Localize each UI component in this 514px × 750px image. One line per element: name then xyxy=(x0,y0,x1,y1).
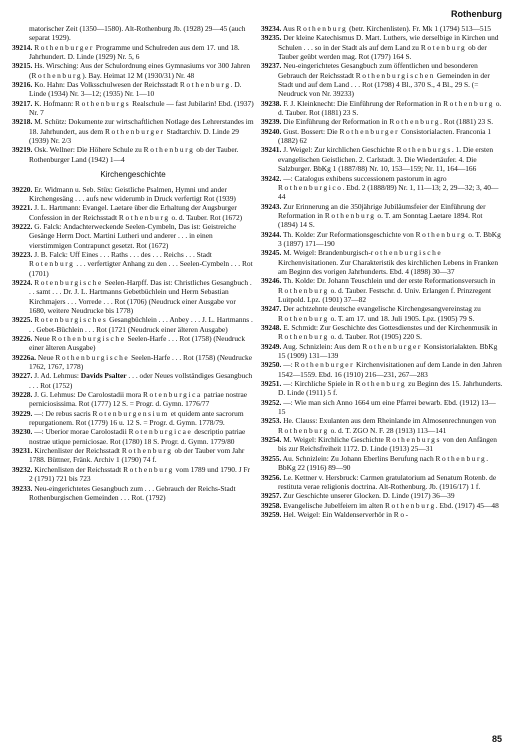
entry-number: 39231. xyxy=(12,446,33,456)
entry-number: 39225. xyxy=(12,315,33,325)
entry-spaced-place-name: Rothenburger xyxy=(104,126,165,136)
entry-text: Neue xyxy=(37,352,56,362)
bibliography-entry xyxy=(261,491,503,500)
entry-number: 39245. xyxy=(261,248,282,258)
entry-continuation: matorischer Zeit (1350—1580). Alt-Rothenburg Jb. (1928) 29—45 (auch separat 1929). xyxy=(29,24,246,43)
entry-number: 39257. xyxy=(261,491,282,501)
entry-text: M. Weigel: Kirchliche Geschichte xyxy=(283,435,386,445)
entry-number: 39244. xyxy=(261,229,282,239)
entry-text: Hs. Wirsching: Aus der Schulordnung eines Gymnasiums vor 300 Jahren ( xyxy=(29,61,251,80)
entry-text: Consistorialacten. Franconia 1 (1882) 62 xyxy=(278,126,492,146)
right-entries xyxy=(261,24,503,519)
entry-spaced-place-name: Rothenburgico xyxy=(278,182,343,192)
entry-spaced-place-name: Rothenburgischen xyxy=(355,70,436,80)
entry-spaced-place-name: Rothenburg xyxy=(443,98,494,108)
entry-spaced-place-name: Rotenburgensium xyxy=(92,408,169,418)
bibliography-entry xyxy=(12,203,254,222)
left-entries-top xyxy=(12,24,254,164)
bibliography-entry xyxy=(12,371,254,390)
entry-text: o. T. BbKg 3 (1897) 171—190 xyxy=(278,229,501,248)
entry-spaced-place-name: Rotenburg xyxy=(29,259,75,269)
entry-text: Der kleine Katechismus D. Mart. Luthers, wie derselbige in Kirchen und Schulen . . . so in der Stadt als auf dem Land zu xyxy=(278,33,499,52)
bibliography-entry xyxy=(12,427,254,446)
entry-text: Programme und Schulreden aus dem 17. und 18. Jahrhundert. D. Linde (1929) Nr. 5, 6 xyxy=(29,42,240,62)
entry-text: E. Schmidt: Zur Geschichte des Gottesdienstes und der Kirchenmusik in xyxy=(283,323,498,332)
entry-spaced-place-name: Rothenburg xyxy=(31,70,83,80)
entry-spaced-place-name: Rothenburg xyxy=(121,446,173,456)
entry-text: (betr. Kirchenlisten). Fr. Mk 1 (1794) 513—515 xyxy=(347,24,491,33)
entry-spaced-place-name: Rothenburg xyxy=(296,24,348,33)
entry-number: 39227. xyxy=(12,371,33,381)
bibliography-entry xyxy=(261,117,503,126)
entry-spaced-place-name: Rothenburgs xyxy=(396,145,452,155)
entry-number: 39216. xyxy=(12,80,33,90)
entry-text: . Ebd. (1917) 45—48 xyxy=(435,500,499,510)
bibliography-entry xyxy=(261,398,503,417)
bibliography-entry xyxy=(12,117,254,145)
entry-number: 39217. xyxy=(12,98,33,108)
bibliography-entry xyxy=(261,454,503,473)
entry-text: o. T. am Sonntag Laetare 1894. Rot (1894) 14 S. xyxy=(278,210,483,230)
bibliography-entry xyxy=(261,248,503,276)
entry-spaced-place-name: Rothenburgs xyxy=(75,98,131,108)
entry-text: —: Uberior morae Carolostadii xyxy=(34,427,129,437)
entry-number: 39246. xyxy=(261,276,282,286)
entry-number: 39215. xyxy=(12,61,33,71)
entry-spaced-place-name: Rothenburg xyxy=(415,229,467,239)
entry-text: Neu-eingerichtetes Gesangbuch zum . . . Gebrauch der Reichs-Stadt Rothenburgischen Gemeinden . . . Rot. (1792) xyxy=(29,483,236,502)
entry-spaced-place-name: Rothenburg xyxy=(355,379,407,389)
entry-number: 39259. xyxy=(261,509,282,519)
left-entries-bottom xyxy=(12,185,254,503)
entry-text: . . . oder Neues vollständiges Gesangbuch . . . Rot (1752) xyxy=(29,371,253,390)
right-column xyxy=(261,24,503,519)
entry-text: M. Schütz: Dokumente zur wirtschaftlichen Notlage des Lehrerstandes im 18. Jahrhundert, aus dem xyxy=(29,117,254,136)
entry-spaced-place-name: Rothenburger xyxy=(34,42,94,52)
entry-number: 39240. xyxy=(261,126,282,136)
entry-spaced-place-name: Rotenburgica xyxy=(142,390,202,400)
entry-number: 39242. xyxy=(261,173,282,183)
entry-text: J. B. Falck: Uff Eines . . . Raths . . . des . . . Reichs . . . Stadt xyxy=(34,249,212,259)
entry-text: Gemeinden in der Stadt und auf dem Land . . . Rot (1798) 4 Bl., 370 S., 4 Bl., 29 S. (= Neudruck von Nr. 39233) xyxy=(278,70,490,99)
entry-text: von den Anfängen bis zur Reichsfreiheit 1172. D. Linde (1913) 25—31 xyxy=(278,435,497,454)
bibliography-entry xyxy=(12,185,254,204)
entry-text: Stadtarchiv. D. Linde 29 (1939) Nr. 2/3 xyxy=(29,126,239,146)
bibliography-entry xyxy=(261,379,503,398)
entry-number: 39250. xyxy=(261,360,282,370)
entry-number: 39252. xyxy=(261,397,282,407)
entry-text: . Rot (1881) 23 S. xyxy=(440,117,494,127)
entry-spaced-place-name: Rothenburg xyxy=(118,212,170,222)
entry-text: M. Weigel: Brandenburgisch- xyxy=(283,248,371,258)
entry-spaced-place-name: Rothenburger xyxy=(339,126,400,136)
entry-spaced-place-name: Rothenburg xyxy=(389,117,441,127)
bibliography-entry xyxy=(261,127,503,146)
section-heading: Kirchengeschichte xyxy=(100,170,166,180)
bibliography-entry xyxy=(261,473,503,492)
entry-text: Er. Widmann u. Seb. Stüx: Geistliche Psalmen, Hymni und ander Kirchengesäng . . . aufs new widerumb in Druck verfertigt Rot (1939) xyxy=(29,184,236,203)
bibliography-entry xyxy=(12,390,254,409)
entry-number: 39220. xyxy=(12,184,33,194)
entry-text: descriptio patriae nostrae utique perniciosae. Rot (1780) 18 S. Progr. d. Gymn. 1779/80 xyxy=(29,427,246,446)
entry-spaced-place-name: Rothenburg xyxy=(278,285,329,295)
bibliography-entry xyxy=(261,323,503,342)
entry-number: 39233. xyxy=(12,483,33,493)
entry-spaced-place-name: Rotenburgicae xyxy=(128,427,193,437)
bibliography-entry xyxy=(12,80,254,99)
entry-text: —: Kirchliche Spiele in xyxy=(283,379,356,389)
entry-spaced-place-name: Rothenburg xyxy=(179,80,231,90)
entry-emphasis: Davids Psalter xyxy=(80,371,127,381)
entry-number: 39234. xyxy=(261,24,282,33)
entry-number: 39226. xyxy=(12,334,33,343)
bibliography-entry xyxy=(261,342,503,361)
bibliography-entry xyxy=(261,435,503,454)
entry-text: Die Einführung der Reformation in xyxy=(283,117,390,127)
entry-text: Gust. Bossert: Die xyxy=(283,126,340,136)
bibliography-entry xyxy=(261,24,503,33)
entry-text: —: Catalogus exhibens successionem pastorum in agro xyxy=(283,173,447,183)
bibliography-entry xyxy=(12,24,254,43)
entry-spaced-place-name: Rotenburg xyxy=(420,42,467,52)
entry-spaced-place-name: Rothenburg xyxy=(123,464,174,474)
entry-text: Aug. Schnizlein: Aus dem xyxy=(282,341,363,351)
entry-text: —: Wie man sich Anno 1664 um eine Pfarrei bewarb. Ebd. (1912) 13—15 xyxy=(278,397,496,417)
entry-number: 39255. xyxy=(261,453,282,463)
entry-number: 39247. xyxy=(261,304,282,314)
entry-number: 39229. xyxy=(12,408,33,418)
entry-spaced-place-name: Rothenburgische xyxy=(51,334,126,343)
entry-text: Osk. Wellner: Die Höhere Schule zu xyxy=(34,145,144,155)
bibliography-entry xyxy=(261,276,503,304)
bibliography-entry xyxy=(261,501,503,510)
bibliography-entry xyxy=(261,360,503,379)
bibliography-entry xyxy=(261,174,503,202)
entry-text: . Ebd. 2 (1888/89) Nr. 1, 11—13; 2, 29—32; 3, 40—44 xyxy=(278,182,499,202)
entry-spaced-place-name: Rothenburg xyxy=(278,313,329,323)
entry-number: 39253. xyxy=(261,416,282,426)
entry-number: 39248. xyxy=(261,323,282,332)
entry-spaced-place-name: rothenburgische xyxy=(370,248,443,258)
entry-number: 39223. xyxy=(12,249,33,259)
entry-spaced-place-name: Rothenburgs xyxy=(385,435,441,445)
entry-text: o. d. Tauber. Festschr. d. Univ. Erlangen f. Prinzregent Luitpold. Lpz. (1901) 37—82 xyxy=(278,285,492,304)
bibliography-entry xyxy=(261,304,503,323)
bibliography-entry xyxy=(12,334,254,353)
entry-text: K. Hofmann: xyxy=(34,98,76,108)
entry-text: Kirchenvisitationen auf dem Lande in den Jahren 1542—1559. Ebd. 16 (1910) 216—231, 267—283 xyxy=(278,360,502,379)
entry-text: Gesangbüchlein . . . Anbey . . . J. L. Hartmanns . . . Gebet-Büchlein . . . Rot (1721 (Neudruck einer älteren Ausgabe) xyxy=(29,315,253,334)
left-column xyxy=(12,24,254,502)
entry-text: o. T. am 17. und 18. Juli 1905. Lpz. (1905) 79 S. xyxy=(328,313,475,323)
entry-text: ). Bay. Heimat 12 M (1930/31) Nr. 48 xyxy=(82,70,195,80)
entry-text: Kirchenlister der Reichsstadt xyxy=(34,446,122,456)
entry-spaced-place-name: Rothenburg xyxy=(278,332,329,342)
bibliography-entry xyxy=(261,510,503,519)
entry-text: zu Beginn des 15. Jahrhunderts. D. Linde (1911) 5 f. xyxy=(278,379,503,398)
entry-spaced-place-name: Rothenburger xyxy=(294,360,355,370)
entry-text: Realschule — fast Jubilarin! Ebd. (1937) Nr. 7 xyxy=(29,98,254,118)
entry-number: 39258. xyxy=(261,500,282,510)
entry-text: ob der Tauber geübt werden mag. Rot (1797) 164 S. xyxy=(278,42,487,62)
entry-text: Neue xyxy=(34,334,52,343)
entry-number: 39221. xyxy=(12,203,33,213)
page-number: 85 xyxy=(491,734,502,744)
entry-text: Aus xyxy=(282,24,297,33)
entry-text: Seelen-Harfe . . . Rot (1758) (Neudrucke 1762, 1767, 1778) xyxy=(29,352,253,372)
entry-spaced-place-name: Rothenburg xyxy=(143,145,195,155)
bibliography-entry xyxy=(12,222,254,250)
entry-number: 39214. xyxy=(12,42,33,52)
entry-text: . . . verfertigter Anhang zu den . . . Seelen-Cymbeln . . . Rot (1701) xyxy=(29,259,253,278)
bibliography-entry xyxy=(12,484,254,503)
entry-text: ob der Tauber vom Jahr 1788. Büttner, Fränk. Archiv 1 (1790) 74 f. xyxy=(29,446,245,465)
entry-text: Konsistorialakten. BbKg 15 (1909) 131—139 xyxy=(278,341,498,361)
entry-spaced-place-name: Rothenburg xyxy=(278,425,329,435)
entry-text: o. d. Tauber. Rot (1905) 220 S. xyxy=(328,332,422,342)
entry-text: Hel. Weigel: Ein Waldenserverhör in xyxy=(283,509,394,519)
entry-text: Kirchenlisten der Reichsstadt xyxy=(34,464,124,474)
entry-text: —: xyxy=(283,360,295,370)
entry-number: 39224. xyxy=(12,277,33,287)
bibliography-entry xyxy=(12,99,254,118)
entry-spaced-place-name: Rothenburgische xyxy=(55,352,130,362)
bibliography-entry xyxy=(261,416,503,435)
entry-text: Seelen-Harpff. Das ist: Christliches Gesangbuch . . . samt . . . Dr. J. L. Hartmanns Gebetbüchlein und Herrn Sebastian Kirchmajers . . . Vorrede . . . Rot (1706) (Neudruck einer Ausgabe vor 1680, weitere Neudrucke bis 1778) xyxy=(29,277,252,315)
entry-text: Seelen-Harfe . . . Rot (1758) (Neudruck einer älteren Ausgabe) xyxy=(29,334,246,353)
entry-number: 39219. xyxy=(12,145,33,155)
entry-text: . BbKg 22 (1916) 89—90 xyxy=(278,453,489,473)
entry-text: ob der Tauber. Rothenburger Land (1942) 1—4 xyxy=(29,145,239,164)
entry-text: o. d. T. ZGO N. F. 28 (1913) 113—141 xyxy=(328,425,447,435)
bibliography-entry xyxy=(261,145,503,173)
entry-number: 39249. xyxy=(261,341,282,351)
entry-number: 39235. xyxy=(261,33,282,43)
entry-text: Le. Kettner v. Hersbruck: Carmen gratulatorium ad Senatum Rotenb. de restituta verae religionis doctrina. Alt-Rothenburg. Jb. (1916/17) 1 f. xyxy=(278,472,497,491)
entry-text: o. d. Tauber. Rot (1881) 23 S. xyxy=(278,98,502,118)
entry-text: Neu-eingerichtetes Gesangbuch zum öffentlichen und besonderen Gebrauch der Reichsstadt xyxy=(278,61,478,80)
entry-text: Th. Kolde: Dr. Johann Teuschlein und der erste Reformationsversuch in xyxy=(283,276,496,286)
entry-text: vom 1789 und 1790. J Fr 2 (1791) 721 bis 723 xyxy=(29,464,250,484)
entry-spaced-place-name: Ro- xyxy=(393,509,410,519)
bibliography-entry xyxy=(12,250,254,278)
entry-spaced-place-name: Rothenburger xyxy=(362,341,422,351)
entry-number: 39254. xyxy=(261,435,282,445)
bibliography-entry xyxy=(261,202,503,230)
entry-number: 39251. xyxy=(261,379,282,389)
bibliography-entry xyxy=(12,61,254,80)
entry-text: J. G. Lehmus: De Carolostadii mora xyxy=(34,390,143,400)
bibliography-entry xyxy=(12,409,254,428)
entry-number: 39230. xyxy=(12,427,33,437)
entry-text: He. Clauss: Exulanten aus dem Rheinlande im Almosenrechnungen von xyxy=(283,416,497,426)
entry-text: . D. Linde (1934) Nr. 3—12; (1935) Nr. 1—10 xyxy=(29,80,242,99)
entry-number: 39256. xyxy=(261,472,282,482)
bibliography-entry xyxy=(261,61,503,98)
entry-number: 39226a. xyxy=(12,352,37,362)
entry-text: F. J. Kleinknecht: Die Einführung der Reformation in xyxy=(283,98,444,108)
entry-text: . 1. Die ersten evangelischen Geistlichen. 2. Carlstadt. 3. Die Wiedertäufer. 4. Die Salzburger. BbKg 1 (1887/88) Nr. 10, 153—159; Nr. 11, 164—166 xyxy=(278,145,494,174)
bibliography-entry xyxy=(12,446,254,465)
entry-spaced-place-name: Rothenburg xyxy=(435,453,487,463)
entry-spaced-place-name: Rothenburg xyxy=(384,500,436,510)
bibliography-entry xyxy=(261,99,503,118)
entry-text: patriae nostrae perniciosissima. Rot (1777) 12 S. = Progr. d. Gymn. 1776/77 xyxy=(29,390,248,409)
entry-text: G. Falck: Andachterweckende Seelen-Cymbeln, Das ist: Geistreiche Gesänge Herrn Doct. Martini Lutheri und anderer . . . in einen vierstimmigen Contrapunct gesetzt. Rot (1672) xyxy=(29,221,237,250)
entry-number: 39232. xyxy=(12,464,33,474)
entry-text: J. Ad. Lehmus: xyxy=(34,371,81,381)
entry-text: Kirchenvisitationen. Zur Charakteristik des kirchlichen Lebens in Franken am Beginn des vorigen Jahrhunderts. Ebd. 4 (1898) 30—37 xyxy=(278,257,499,276)
bibliography-entry xyxy=(261,230,503,249)
entry-number: 39228. xyxy=(12,390,33,400)
bibliography-entry xyxy=(12,278,254,315)
entry-number: 39238. xyxy=(261,98,282,108)
bibliography-entry xyxy=(12,43,254,62)
entry-number: 39239. xyxy=(261,117,282,127)
entry-text: J. L. Hartmann: Evangel. Laetare über die Erhaltung der Augsburger Confession in der Reichsstadt xyxy=(29,203,237,222)
entry-text: o. d. Tauber. Rot (1672) xyxy=(169,212,243,222)
entry-text: Au. Schnizlein: Zu Johann Eberlins Berufung nach xyxy=(282,453,436,463)
entry-text: Zur Erinnerung an die 350jährige Jubiläumsfeier der Einführung der Reformation in xyxy=(278,201,486,220)
entry-spaced-place-name: Rothenburg xyxy=(324,210,376,220)
entry-text: Zur Geschichte unserer Glocken. D. Linde (1917) 36—39 xyxy=(283,491,455,501)
bibliography-entry xyxy=(12,353,254,372)
entry-text: Evangelische Jubelfeiern im alten xyxy=(283,500,385,510)
entry-number: 39241. xyxy=(261,145,282,155)
entry-text: Der achtzehnte deutsche evangelische Kirchengesangvereinstag zu xyxy=(283,304,481,314)
bibliography-entry xyxy=(12,465,254,484)
bibliography-entry xyxy=(12,145,254,164)
entry-text: —: De rebus sacris xyxy=(34,408,93,418)
entry-number: 39243. xyxy=(261,201,282,211)
entry-number: 39237. xyxy=(261,61,282,71)
bibliography-entry xyxy=(12,315,254,334)
entry-text: et quidem ante sacrorum repurgationem. Rot (1779) 16 u. 12 S. = Progr. d. Gymn. 1778/79. xyxy=(29,408,244,428)
entry-spaced-place-name: Rotenburgische xyxy=(34,277,103,287)
entry-number: 39222. xyxy=(12,221,33,231)
entry-text: J. Weigel: Zur kirchlichen Geschichte xyxy=(283,145,397,155)
entry-text: Ko. Hahn: Das Volksschulwesen der Reichsstadt xyxy=(34,80,180,90)
entry-spaced-place-name: Rotenburgisches xyxy=(34,315,108,325)
bibliography-entry xyxy=(261,33,503,61)
entry-text: Th. Kolde: Zur Reformationsgeschichte von xyxy=(283,229,416,239)
entry-number: 39218. xyxy=(12,117,33,127)
running-head: Rothenburg xyxy=(451,9,502,19)
